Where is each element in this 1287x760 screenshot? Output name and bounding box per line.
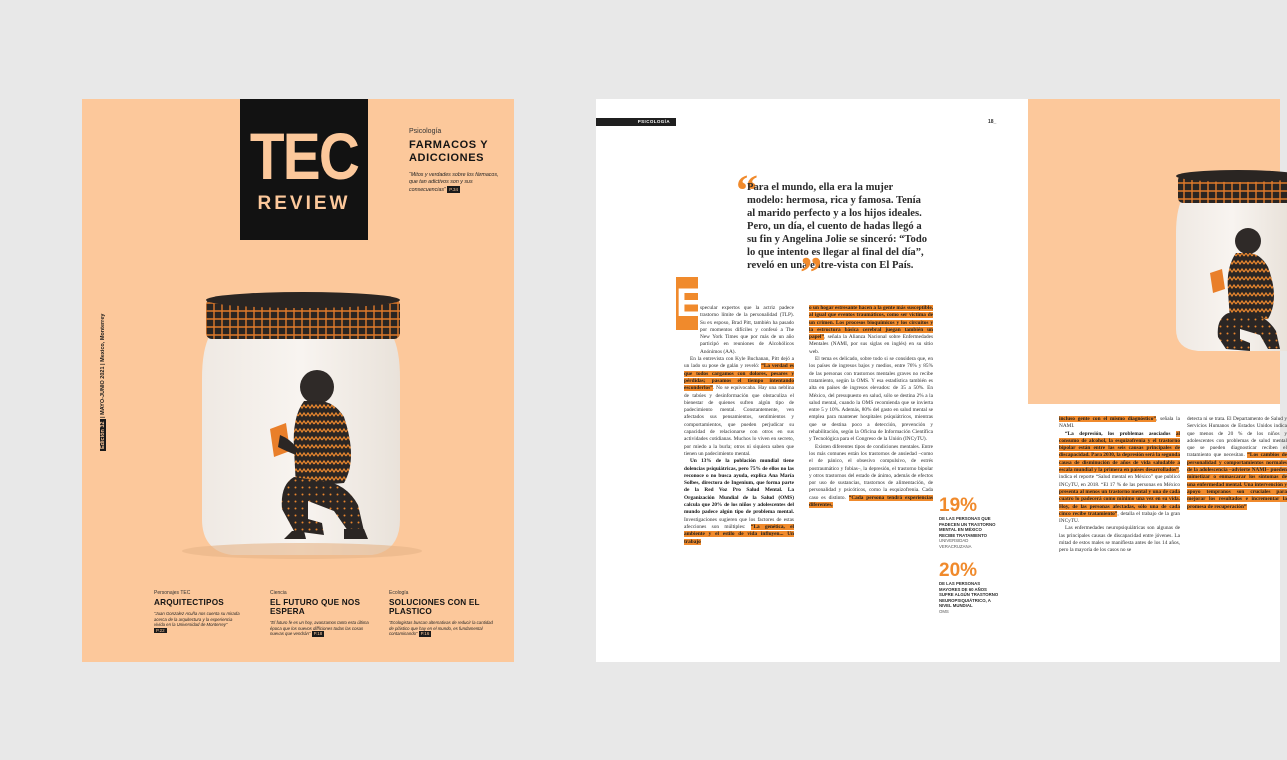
highlight: “La verdad es que todos cargamos con dolores, pesares y pérdidas; pasamos el tiempo intentando esconderlos”: [684, 363, 794, 392]
cover-item-futuro[interactable]: [270, 590, 370, 637]
paragraph: [1059, 416, 1180, 431]
cover-item-page: P.18: [313, 631, 323, 636]
cover-item-plastico[interactable]: [389, 590, 493, 637]
text-run: , indica el reporte “Salud mental en México” que publicó INCyTU, en 2018. “El 17 % de las personas en México: [1059, 467, 1180, 488]
paragraph: [809, 305, 933, 356]
feature-dek: [409, 172, 507, 194]
issue-place: Mexico, Monterrey: [100, 313, 106, 362]
edition-number: Edición 32: [100, 421, 106, 449]
stat-source: OMS: [939, 608, 949, 614]
drop-cap: E: [676, 277, 698, 330]
article-column-2: [809, 305, 933, 509]
cover-item-dek: [389, 620, 493, 637]
highlight: al consumo de alcohol, la esquizofrenia y el trastorno bipolar están entre las seis causas principales de discapacidad. Para 2030, la depresión será la segunda causa de disminución de años de vida saludable a escala mundial y la primera en países desarrollados”: [1059, 430, 1181, 474]
feature-headline: FARMACOS Y ADICCIONES: [409, 139, 488, 164]
text-run: detecta ni se trata. El Departamento de Salud y Servicios Humanos de Estados Unidos indica que menos de 20 % de los niños y adolescentes con problemas de salud mental que se pueden diagnosticar reciben el tratamiento que necesitan.: [1187, 416, 1287, 459]
paragraph: [684, 458, 794, 546]
stat-label: DE LAS PERSONAS QUE PADECEN UN TRASTORNO MENTAL EN MÉXICO RECIBE TRATAMIENTO: [939, 516, 996, 538]
paragraph: specular expertos que la actriz padece trastorno límite de la personalidad (TLP). Su ex esposo, Brad Pitt, también ha pasado por momentos difíciles y confesó a The New York Times que por más de un año participó en reuniones de Alcohólicos Anónimos (AA).: [700, 305, 794, 355]
feature-dek-text: “Mitos y verdades sobre los fármacos, que tan adictivos son y sus consecuencias”: [409, 172, 499, 193]
text-run: Existen diferentes tipos de condiciones mentales. Entre los más comunes están los trastornos de ansiedad –como el de pánico, el obsesivo compulsivo, de estrés postraumático y fobias–, la depresión, el trastorno bipolar y otros trastornos del estado de ánimo, además de efectos por uso de sustancias, trastornos de alimentación, de personalidad y psicóticos, como la esquizofrenia. Cada caso es distinto.: [809, 443, 933, 501]
stat-source: UNIVERSIDAD VERACRUZANA: [939, 538, 972, 549]
text-run: , señala la Alianza Nacional sobre Enfermedades Mentales (NAMI, por sus siglas en inglés) en su sitio web.: [809, 334, 933, 355]
cover-item-headline: ARQUITECTIPOS: [154, 598, 224, 607]
article-column-3: [1059, 416, 1180, 555]
highlight: “Los cambios de personalidad y comportamientos normales de la adolescencia –advierte NAMI– pueden mimetizar o enmascarar los síntomas de una enfermedad mental. Una intervención y apoyo tempranos son cruciales para mejorar los resultados e incrementar la promesa de recuperación”: [1187, 452, 1287, 510]
text-run: , señala la NAMI.: [1059, 416, 1181, 430]
cover-item-dek: [154, 611, 240, 633]
magazine-cover[interactable]: [82, 99, 514, 662]
cover-item-kicker: Personajes TEC: [154, 590, 191, 596]
stat-callout: [939, 561, 999, 614]
feature-page: P.34: [449, 187, 458, 192]
paragraph: [1059, 431, 1180, 526]
cover-item-arquitectipos[interactable]: [154, 590, 240, 633]
cover-item-headline: EL FUTURO QUE NOS ESPERA: [270, 598, 361, 616]
quote-open-mark: “: [736, 166, 758, 215]
cover-item-page: P.16: [420, 631, 430, 636]
cover-item-page: P.22: [156, 627, 165, 633]
text-run: . No se equivocaba. Hay una neblina de tabúes y desinformación que obstaculiza el bienestar de quienes sufren algún tipo de padecimiento mental. Constantemente, ven afectados sus pensamientos, sentimientos y comportamientos, que pueden perjudicar su capacidad de relacionarse con otros en sus actividades cotidianas. Muchos lo viven en secreto, por miedo a la burla; otros ni siquiera saben que tienen un padecimiento mental.: [684, 385, 794, 457]
feature-kicker: Psicología: [409, 128, 442, 135]
paragraph: Las enfermedades neuropsiquiátricas son algunas de las principales causas de discapacidad entre jóvenes. La mitad de estos males se manifiesta antes de los 14 años, pero la mayoría de los casos no se: [1059, 525, 1180, 554]
stat-value: 19%: [939, 495, 978, 516]
paragraph: [684, 356, 794, 458]
stat-callout: [939, 496, 999, 549]
logo-review: REVIEW: [257, 193, 351, 214]
text-run: , detalla el trabajo de la gran INCyTU.: [1059, 510, 1181, 525]
article-column-4: [1187, 416, 1287, 511]
text-run: Investigaciones sugieren que los factores de estas afecciones son múltiples:: [684, 516, 794, 530]
quote-close-mark: ”: [800, 248, 822, 297]
magazine-logo: [240, 99, 368, 240]
paragraph: [1187, 416, 1287, 511]
issue-info: Edición 32 | MAYO-JUNIO 2021 | Mexico, Monterrey: [100, 313, 106, 449]
stat-label: DE LAS PERSONAS MAYORES DE 60 AÑOS SUFRE ALGÚN TRASTORNO NEUROPSIQUIÁTRICO, A NIVEL MUNDIAL: [939, 581, 999, 608]
article-column-1: [684, 305, 794, 546]
stat-value: 20%: [939, 560, 978, 581]
cover-item-dek-text: “El futuro fe es un hoy, avanzamos tanto esta última época que los nuevos diffíciones todas las cosas nuevas que vendrán”: [270, 620, 369, 636]
paragraph: [809, 444, 933, 510]
pull-quote: Para el mundo, ella era la mujer modelo: hermosa, rica y famosa. Tenía al marido perfecto y a los hijos ideales. Pero, un día, el cuento de hadas llegó a su fin y Angelina Jolie se sinceró: “Todo lo que intento es llegar al final del día”, reveló en una entre-vista con El País.: [747, 182, 928, 271]
cover-item-kicker: Ecología: [389, 590, 409, 596]
logo-tec: TEC: [249, 119, 359, 193]
cover-feature[interactable]: [409, 128, 507, 194]
jar-illustration-detail: [1028, 99, 1280, 404]
highlight: o un hogar estresante hacen a la gente más susceptible, al igual que eventos traumáticos, como ser víctima de un crimen. Los procesos bioquímicos y los circuitos y la estructura básica cerebral juegan también un papel”: [809, 305, 933, 341]
page-number: 18_: [988, 119, 997, 125]
cover-item-headline: SOLUCIONES CON EL PLASTICO: [389, 598, 480, 616]
cover-item-dek-text: “Ecologistas buscan alternativas de reducir la cantidad de plástico que hay en el mundo, es fundamental contaminando”: [389, 620, 493, 636]
cover-item-kicker: Ciencia: [270, 590, 287, 596]
bold-run: Un 13% de la población mundial tiene dolencias psiquiátricas, pero 75% de ellos no las reconoce o no busca ayuda, explica Ana María Solbes, directora de Ingenium, que forma parte de la Red Voz Pro Salud Mental. La Organización Mundial de la Salud (OMS) calcula que 20% de los niños y adolescentes del mundo padece algún tipo de problema mental.: [684, 458, 794, 516]
paragraph: El tema es delicado, sobre todo si se considera que, en los países de ingresos bajos y medios, entre 76% y 85% de las personas con trastornos mentales graves no recibe tratamiento, según la OMS. Y esa estadística también es alta en países de ingresos elevados: de 35 a 50%. En México, del presupuesto en salud, sólo se destina 2% a la salud mental, cuando la OMS recomienda que se invierta entre 5 y 10%. Además, 80% del gasto en salud mental se emplea para mantener hospitales psiquiátricos, mientras que se destina poco a detección, prevención y rehabilitación, según la Oficina de Información Científica y Tecnológica para el Congreso de la Unión (INCyTU).: [809, 356, 933, 443]
highlight: “Cada persona tendrá experiencias diferentes,: [809, 494, 933, 509]
highlight: presenta al menos un trastorno mental y una de cada cuatro lo padecerá como mínimo una vez en su vida. Hoy, de las personas afectadas, sólo una de cada cinco recibe tratamiento”: [1059, 488, 1180, 517]
highlight: “La genética, el ambiente y el estilo de vida influyen... Un trabajo: [684, 523, 794, 545]
bold-run: “La depresión, los problemas asociados: [1065, 430, 1171, 437]
cover-item-dek-text: “Juan Gonzalez Acuña nos cuenta su mirada acerca de la arquitectura y la experiencia vivida en la Universidad de Monterrey”: [154, 611, 240, 627]
article-spread[interactable]: [596, 99, 1287, 662]
text-run: En la entrevista con Kyle Buchanan, Pitt dejó a un lado su pose de galán y reveló:: [684, 356, 794, 370]
highlight: incluso gente con el mismo diagnóstico”: [1059, 416, 1157, 422]
cover-item-dek: [270, 620, 370, 637]
issue-date: MAYO-JUNIO 2021: [100, 366, 106, 415]
section-tab: PSICOLOGÍA: [596, 118, 676, 126]
